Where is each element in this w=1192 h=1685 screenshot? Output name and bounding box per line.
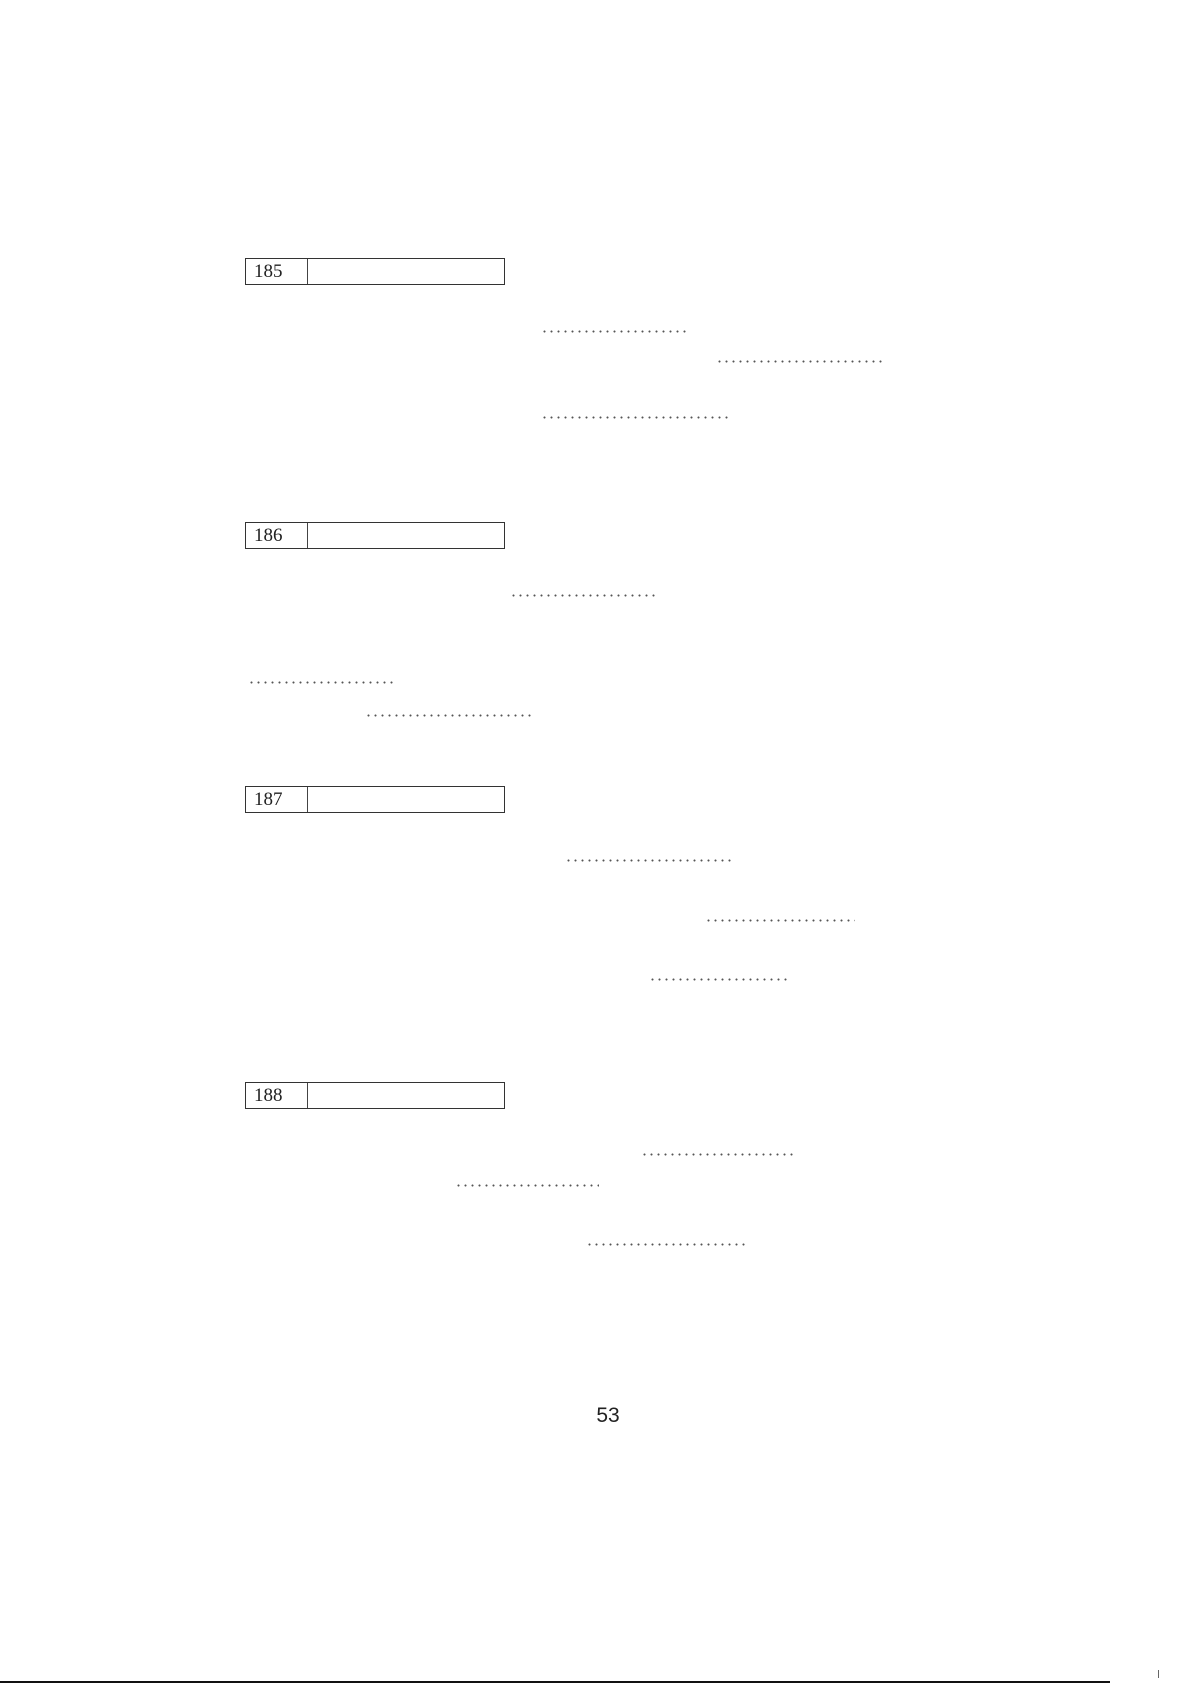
question-number: 185 <box>246 259 308 284</box>
blank-answer-line[interactable] <box>510 591 659 601</box>
blank-answer-line[interactable] <box>705 916 855 926</box>
blank-answer-line[interactable] <box>641 1150 794 1160</box>
question-number: 186 <box>246 523 308 548</box>
blank-answer-line[interactable] <box>248 678 393 688</box>
blank-answer-line[interactable] <box>541 327 686 337</box>
answer-field[interactable] <box>308 259 504 284</box>
question-number-box <box>245 522 505 549</box>
blank-answer-line[interactable] <box>586 1240 748 1250</box>
blank-answer-line[interactable] <box>541 413 728 423</box>
question-number: 187 <box>246 787 308 812</box>
blank-answer-line[interactable] <box>365 711 531 721</box>
blank-answer-line[interactable] <box>649 975 790 985</box>
answer-field[interactable] <box>308 787 504 812</box>
question-number: 188 <box>246 1083 308 1108</box>
question-number-box <box>245 258 505 285</box>
page-number: 53 <box>596 1404 620 1427</box>
question-number-box <box>245 1082 505 1109</box>
answer-field[interactable] <box>308 523 504 548</box>
footer-rule <box>0 1681 1110 1683</box>
question-number-box <box>245 786 505 813</box>
blank-answer-line[interactable] <box>565 856 735 866</box>
blank-answer-line[interactable] <box>455 1181 599 1191</box>
footer-tick <box>1158 1670 1159 1678</box>
answer-field[interactable] <box>308 1083 504 1108</box>
blank-answer-line[interactable] <box>716 357 884 367</box>
